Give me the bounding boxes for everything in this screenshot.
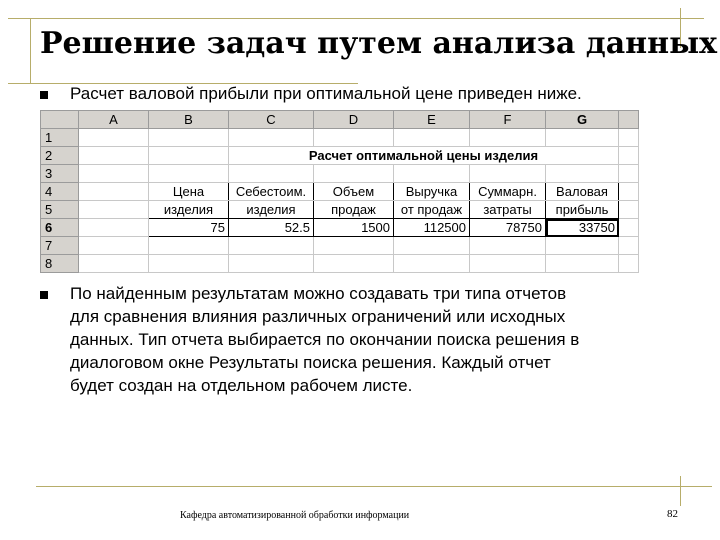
header-revenue-line1[interactable]: Выручка <box>394 183 470 201</box>
cell-f1[interactable] <box>470 129 546 147</box>
slide-title: Решение задач путем анализа данных <box>40 26 718 61</box>
cell-b7[interactable] <box>149 237 229 255</box>
table-title-cell[interactable]: Расчет оптимальной цены изделия <box>229 147 619 165</box>
row-header-6[interactable]: 6 <box>41 219 79 237</box>
column-header-extra <box>619 111 639 129</box>
cell-a6[interactable] <box>79 219 149 237</box>
column-header-c[interactable]: C <box>229 111 314 129</box>
cell-f8[interactable] <box>470 255 546 273</box>
bullet-marker-1 <box>40 91 48 99</box>
cell-c8[interactable] <box>229 255 314 273</box>
row-header-8[interactable]: 8 <box>41 255 79 273</box>
cell-d3[interactable] <box>314 165 394 183</box>
footer-line <box>36 486 712 487</box>
value-price[interactable]: 75 <box>149 219 229 237</box>
header-gross-profit-line1[interactable]: Валовая <box>546 183 619 201</box>
cell-h3 <box>619 165 639 183</box>
cell-e1[interactable] <box>394 129 470 147</box>
cell-h5 <box>619 201 639 219</box>
cell-g1[interactable] <box>546 129 619 147</box>
header-revenue-line2[interactable]: от продаж <box>394 201 470 219</box>
row-header-7[interactable]: 7 <box>41 237 79 255</box>
header-cost-line1[interactable]: Себестоим. <box>229 183 314 201</box>
cell-a2[interactable] <box>79 147 149 165</box>
cell-f7[interactable] <box>470 237 546 255</box>
cell-h1 <box>619 129 639 147</box>
bullet-text-2-line: будет создан на отдельном рабочем листе. <box>70 376 413 395</box>
row-header-4[interactable]: 4 <box>41 183 79 201</box>
select-all-corner[interactable] <box>41 111 79 129</box>
value-revenue[interactable]: 112500 <box>394 219 470 237</box>
value-total-cost[interactable]: 78750 <box>470 219 546 237</box>
column-header-a[interactable]: A <box>79 111 149 129</box>
header-total-cost-line1[interactable]: Суммарн. <box>470 183 546 201</box>
bullet-text-2-line: диалоговом окне Результаты поиска решения. Каждый отчет <box>70 353 551 372</box>
header-total-cost-line2[interactable]: затраты <box>470 201 546 219</box>
column-header-b[interactable]: B <box>149 111 229 129</box>
cell-b2[interactable] <box>149 147 229 165</box>
cell-g8[interactable] <box>546 255 619 273</box>
header-volume-line1[interactable]: Объем <box>314 183 394 201</box>
value-cost[interactable]: 52.5 <box>229 219 314 237</box>
sheet-row-8 <box>41 255 639 273</box>
frame-top-line <box>8 18 704 19</box>
cell-g7[interactable] <box>546 237 619 255</box>
column-header-g[interactable]: G <box>546 111 619 129</box>
sheet-row-1 <box>41 129 639 147</box>
sheet-row-3 <box>41 165 639 183</box>
bullet-text-2-line: По найденным результатам можно создавать три типа отчетов <box>70 284 567 303</box>
cell-c7[interactable] <box>229 237 314 255</box>
cell-c3[interactable] <box>229 165 314 183</box>
bullet-text-2-line: данных. Тип отчета выбирается по окончании поиска решения в <box>70 330 580 349</box>
cell-b8[interactable] <box>149 255 229 273</box>
row-header-2[interactable]: 2 <box>41 147 79 165</box>
header-volume-line2[interactable]: продаж <box>314 201 394 219</box>
column-header-e[interactable]: E <box>394 111 470 129</box>
row-header-5[interactable]: 5 <box>41 201 79 219</box>
frame-left-line <box>30 18 31 84</box>
bullet-text-2-line: для сравнения влияния различных ограничений или исходных <box>70 307 566 326</box>
cell-e8[interactable] <box>394 255 470 273</box>
cell-a8[interactable] <box>79 255 149 273</box>
bullet-text-2 <box>70 282 690 397</box>
spreadsheet <box>40 110 638 274</box>
cell-f3[interactable] <box>470 165 546 183</box>
sheet-row-6 <box>41 219 639 237</box>
header-gross-profit-line2[interactable]: прибыль <box>546 201 619 219</box>
sheet-row-7 <box>41 237 639 255</box>
sheet-row-5 <box>41 201 639 219</box>
footer-right-line <box>680 476 681 506</box>
cell-b1[interactable] <box>149 129 229 147</box>
header-cost-line2[interactable]: изделия <box>229 201 314 219</box>
row-header-1[interactable]: 1 <box>41 129 79 147</box>
cell-d8[interactable] <box>314 255 394 273</box>
footer-department: Кафедра автоматизированной обработки информации <box>180 510 410 521</box>
header-price-line2[interactable]: изделия <box>149 201 229 219</box>
cell-h7 <box>619 237 639 255</box>
bullet-text-1: Расчет валовой прибыли при оптимальной цене приведен ниже. <box>70 84 582 103</box>
row-header-3[interactable]: 3 <box>41 165 79 183</box>
cell-a1[interactable] <box>79 129 149 147</box>
cell-a5[interactable] <box>79 201 149 219</box>
column-header-f[interactable]: F <box>470 111 546 129</box>
cell-h6 <box>619 219 639 237</box>
cell-d7[interactable] <box>314 237 394 255</box>
page-number: 82 <box>667 508 678 520</box>
column-header-row <box>41 111 639 129</box>
header-price-line1[interactable]: Цена <box>149 183 229 201</box>
cell-b3[interactable] <box>149 165 229 183</box>
cell-a4[interactable] <box>79 183 149 201</box>
cell-a3[interactable] <box>79 165 149 183</box>
cell-e3[interactable] <box>394 165 470 183</box>
cell-e7[interactable] <box>394 237 470 255</box>
sheet-row-2 <box>41 147 639 165</box>
cell-c1[interactable] <box>229 129 314 147</box>
value-volume[interactable]: 1500 <box>314 219 394 237</box>
bullet-marker-2 <box>40 291 48 299</box>
cell-d1[interactable] <box>314 129 394 147</box>
column-header-d[interactable]: D <box>314 111 394 129</box>
value-gross-profit[interactable]: 33750 <box>546 219 619 237</box>
cell-h8 <box>619 255 639 273</box>
sheet-row-4 <box>41 183 639 201</box>
cell-a7[interactable] <box>79 237 149 255</box>
cell-h2 <box>619 147 639 165</box>
cell-g3[interactable] <box>546 165 619 183</box>
cell-h4 <box>619 183 639 201</box>
